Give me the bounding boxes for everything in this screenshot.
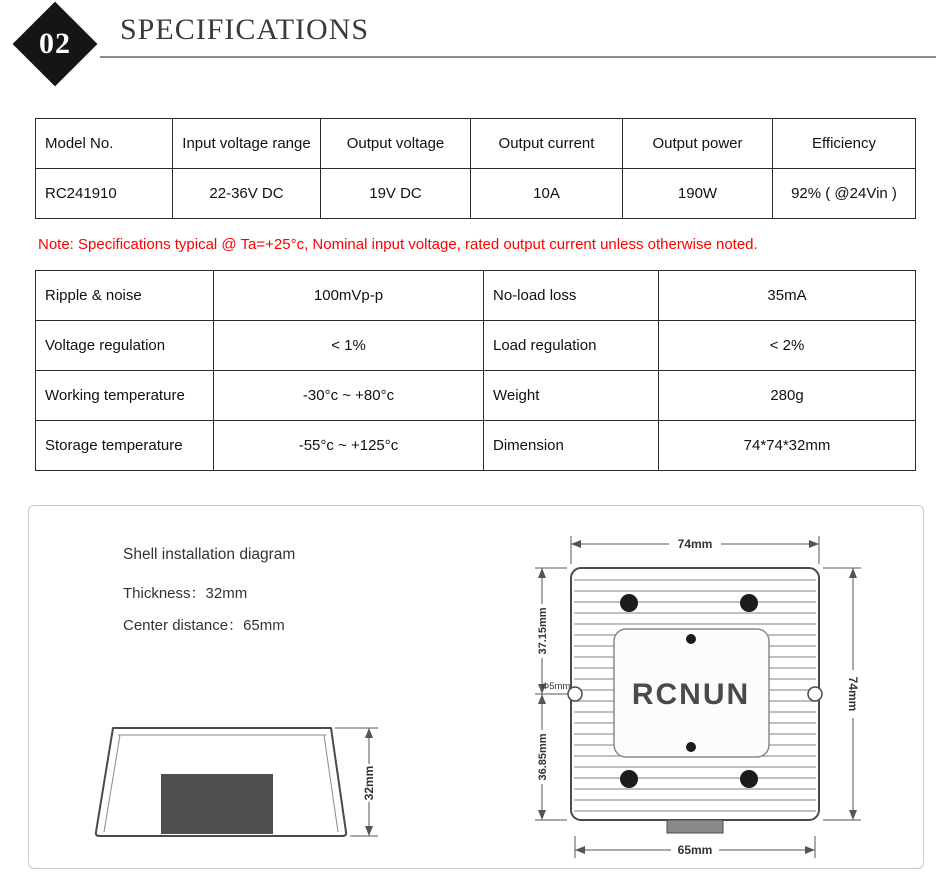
- top-view-drawing: [535, 536, 861, 858]
- spec-header-efficiency: Efficiency: [773, 119, 916, 169]
- spec-table: [35, 118, 916, 219]
- height-dim-label: 74mm: [846, 676, 860, 712]
- plate-rivet-top: [686, 634, 696, 644]
- table-row: [36, 421, 916, 471]
- detail-label: Working temperature: [36, 371, 214, 421]
- screw-top-left: [620, 594, 638, 612]
- title-underline: [100, 56, 936, 58]
- detail-label: Storage temperature: [36, 421, 214, 471]
- spec-header-output-current: Output current: [471, 119, 623, 169]
- screw-bottom-left: [620, 770, 638, 788]
- detail-value: -30°c ~ +80°c: [214, 371, 484, 421]
- spec-value-output-current: 10A: [471, 169, 623, 219]
- detail-value: -55°c ~ +125°c: [214, 421, 484, 471]
- dim-center-distance-65mm: [575, 836, 815, 858]
- detail-value: 35mA: [659, 271, 916, 321]
- detail-label: Dimension: [484, 421, 659, 471]
- brand-logo: RCNUN: [631, 678, 751, 711]
- shell-base-block: [161, 774, 273, 834]
- detail-label: Load regulation: [484, 321, 659, 371]
- spec-value-row: [36, 169, 916, 219]
- center-distance-value: 65mm: [243, 617, 285, 634]
- thickness-value: 32mm: [205, 585, 248, 602]
- bottom-tab: [667, 820, 723, 833]
- spec-value-output-voltage: 19V DC: [321, 169, 471, 219]
- hole-top-dim-label: 37.15mm: [537, 607, 549, 655]
- width-dim-label: 74mm: [677, 537, 713, 551]
- detail-label: Weight: [484, 371, 659, 421]
- spec-header-row: [36, 119, 916, 169]
- spec-header-output-voltage: Output voltage: [321, 119, 471, 169]
- table-row: [36, 321, 916, 371]
- screw-top-right: [740, 594, 758, 612]
- detail-label: No-load loss: [484, 271, 659, 321]
- page-title: SPECIFICATIONS: [120, 13, 370, 46]
- installation-diagram-panel: [28, 505, 924, 869]
- table-row: [36, 371, 916, 421]
- dim-hole-offsets: [535, 568, 570, 820]
- dim-height-74mm: [823, 568, 861, 820]
- mounting-hole-right: [808, 687, 822, 701]
- spec-header-input-voltage: Input voltage range: [173, 119, 321, 169]
- spec-header-output-power: Output power: [623, 119, 773, 169]
- section-number-badge: [13, 2, 97, 86]
- spec-value-output-power: 190W: [623, 169, 773, 219]
- detail-value: 100mVp-p: [214, 271, 484, 321]
- center-distance-label: Center distance：: [123, 617, 244, 634]
- detail-value: < 1%: [214, 321, 484, 371]
- spec-value-input-voltage: 22-36V DC: [173, 169, 321, 219]
- spec-value-efficiency: 92% ( @24Vin ): [773, 169, 916, 219]
- plate-rivet-bottom: [686, 742, 696, 752]
- dim-width-74mm: [571, 536, 819, 564]
- installation-drawings: [29, 506, 921, 866]
- detail-table: [35, 270, 916, 471]
- side-view-drawing: [96, 728, 378, 836]
- detail-value: 280g: [659, 371, 916, 421]
- detail-value: < 2%: [659, 321, 916, 371]
- detail-label: Voltage regulation: [36, 321, 214, 371]
- screw-bottom-right: [740, 770, 758, 788]
- hole-bottom-dim-label: 36.85mm: [537, 733, 549, 781]
- section-number: 02: [39, 27, 71, 60]
- spec-value-model: RC241910: [36, 169, 173, 219]
- detail-value: 74*74*32mm: [659, 421, 916, 471]
- spec-note: Note: Specifications typical @ Ta=+25°c, Nominal input voltage, rated output current unless otherwise noted.: [38, 236, 758, 253]
- spec-header-model: Model No.: [36, 119, 173, 169]
- side-height-dim-label: 32mm: [362, 765, 376, 801]
- center-distance-dim-label: 65mm: [677, 843, 713, 857]
- thickness-label: Thickness：: [123, 585, 206, 602]
- hole-diameter-label: Φ5mm: [541, 681, 571, 692]
- detail-label: Ripple & noise: [36, 271, 214, 321]
- diagram-title: Shell installation diagram: [123, 546, 296, 563]
- table-row: [36, 271, 916, 321]
